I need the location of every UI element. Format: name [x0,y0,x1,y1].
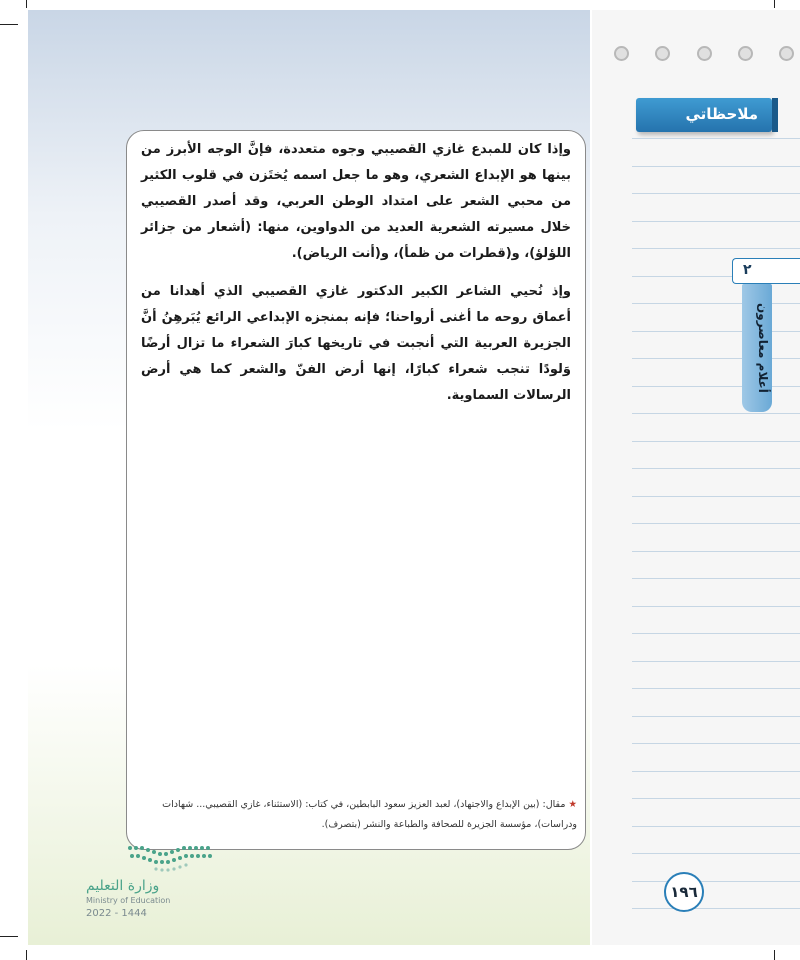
ruled-line [632,551,800,552]
ruled-line [632,358,800,359]
ministry-logo [86,842,226,922]
ruled-line [632,193,800,194]
ruled-line [632,743,800,744]
ruled-line [632,221,800,222]
ministry-year: 2022 - 1444 [86,908,147,919]
ruled-line [632,798,800,799]
ruled-line [632,716,800,717]
ruled-line [632,441,800,442]
main-page [28,10,590,945]
notes-title-bar [636,98,772,132]
ruled-line [632,661,800,662]
ruled-line [632,386,800,387]
ruled-line [632,303,800,304]
binder-hole-icon [738,46,753,61]
ruled-line [632,331,800,332]
notes-panel [592,10,800,945]
crop-mark [0,24,18,25]
content-card [126,130,586,850]
binder-hole-icon [655,46,670,61]
unit-title: أعلام معاصرون [756,303,770,393]
notes-title: ملاحظاتي [685,105,758,123]
ministry-name-ar: وزارة التعليم [86,878,160,894]
ruled-line [632,633,800,634]
ruled-line [632,523,800,524]
ruled-line [632,468,800,469]
binder-hole-icon [697,46,712,61]
ruled-line [632,688,800,689]
footnote [137,795,577,835]
crop-mark [26,0,27,8]
logo-dots-icon [126,842,218,874]
paragraph: وإذ نُحيي الشاعر الكبير الدكتور غازي القصيبي الذي أهدانا من أعماق روحه ما أغنى أرواحنا؛ فإنه بمنجزه الإبداعي الرائع يُبَرهِنُ أنَّ الجزيرة العربية التي أنجبت في تاريخها كبارَ الشعراء ما تزال أرضًا وَلودًا تنجب شعراء كبارًا، إنها أرض الفنّ والشعر كما هي أرض الرسالات السماوية. [141,284,571,403]
page-number-badge [664,872,704,912]
ruled-line [632,908,800,909]
binder-hole-icon [779,46,794,61]
crop-mark [774,950,775,960]
ruled-line [632,166,800,167]
page-number: ١٩٦ [670,883,698,901]
ruled-line [632,606,800,607]
footnote-text: مقال: (بين الإبداع والاجتهاد)، لعبد العزيز سعود البابطين، في كتاب: (الاستثناء، غازي القصيبي... شهادات ودراسات)، مؤسسة الجزيرة للصحافة والطباعة والنشر (بتصرف). [162,799,577,830]
ruled-line [632,853,800,854]
paragraph: وإذا كان للمبدع غازي القصيبي وجوه متعددة، فإنَّ الوجه الأبرز من بينها هو الإبداع الشعري، وهو ما جعل اسمه يُختَزن في قلوب الكثير من محبي الشعر على امتداد الوطن العربي، وقد أصدر القصيبي خلال مسيرته الشعرية العديد من الدواوين، منها: (أشعار من جزائر اللؤلؤ)، و(قطرات من ظمأ)، و(أنت الرياض). [141,142,571,261]
ruled-line [632,413,800,414]
unit-number: ٢ [743,262,752,278]
ruled-line [632,578,800,579]
crop-mark [26,950,27,960]
unit-title-tab [742,284,772,412]
ruled-line [632,496,800,497]
binder-holes [614,46,794,66]
ruled-line [632,881,800,882]
ruled-line [632,771,800,772]
ruled-line [632,826,800,827]
star-icon: ★ [568,799,577,810]
ruled-line [632,248,800,249]
binder-hole-icon [614,46,629,61]
crop-mark [0,936,18,937]
ministry-name-en: Ministry of Education [86,896,171,905]
ruled-line [632,138,800,139]
unit-tab [732,258,800,284]
crop-mark [774,0,775,8]
